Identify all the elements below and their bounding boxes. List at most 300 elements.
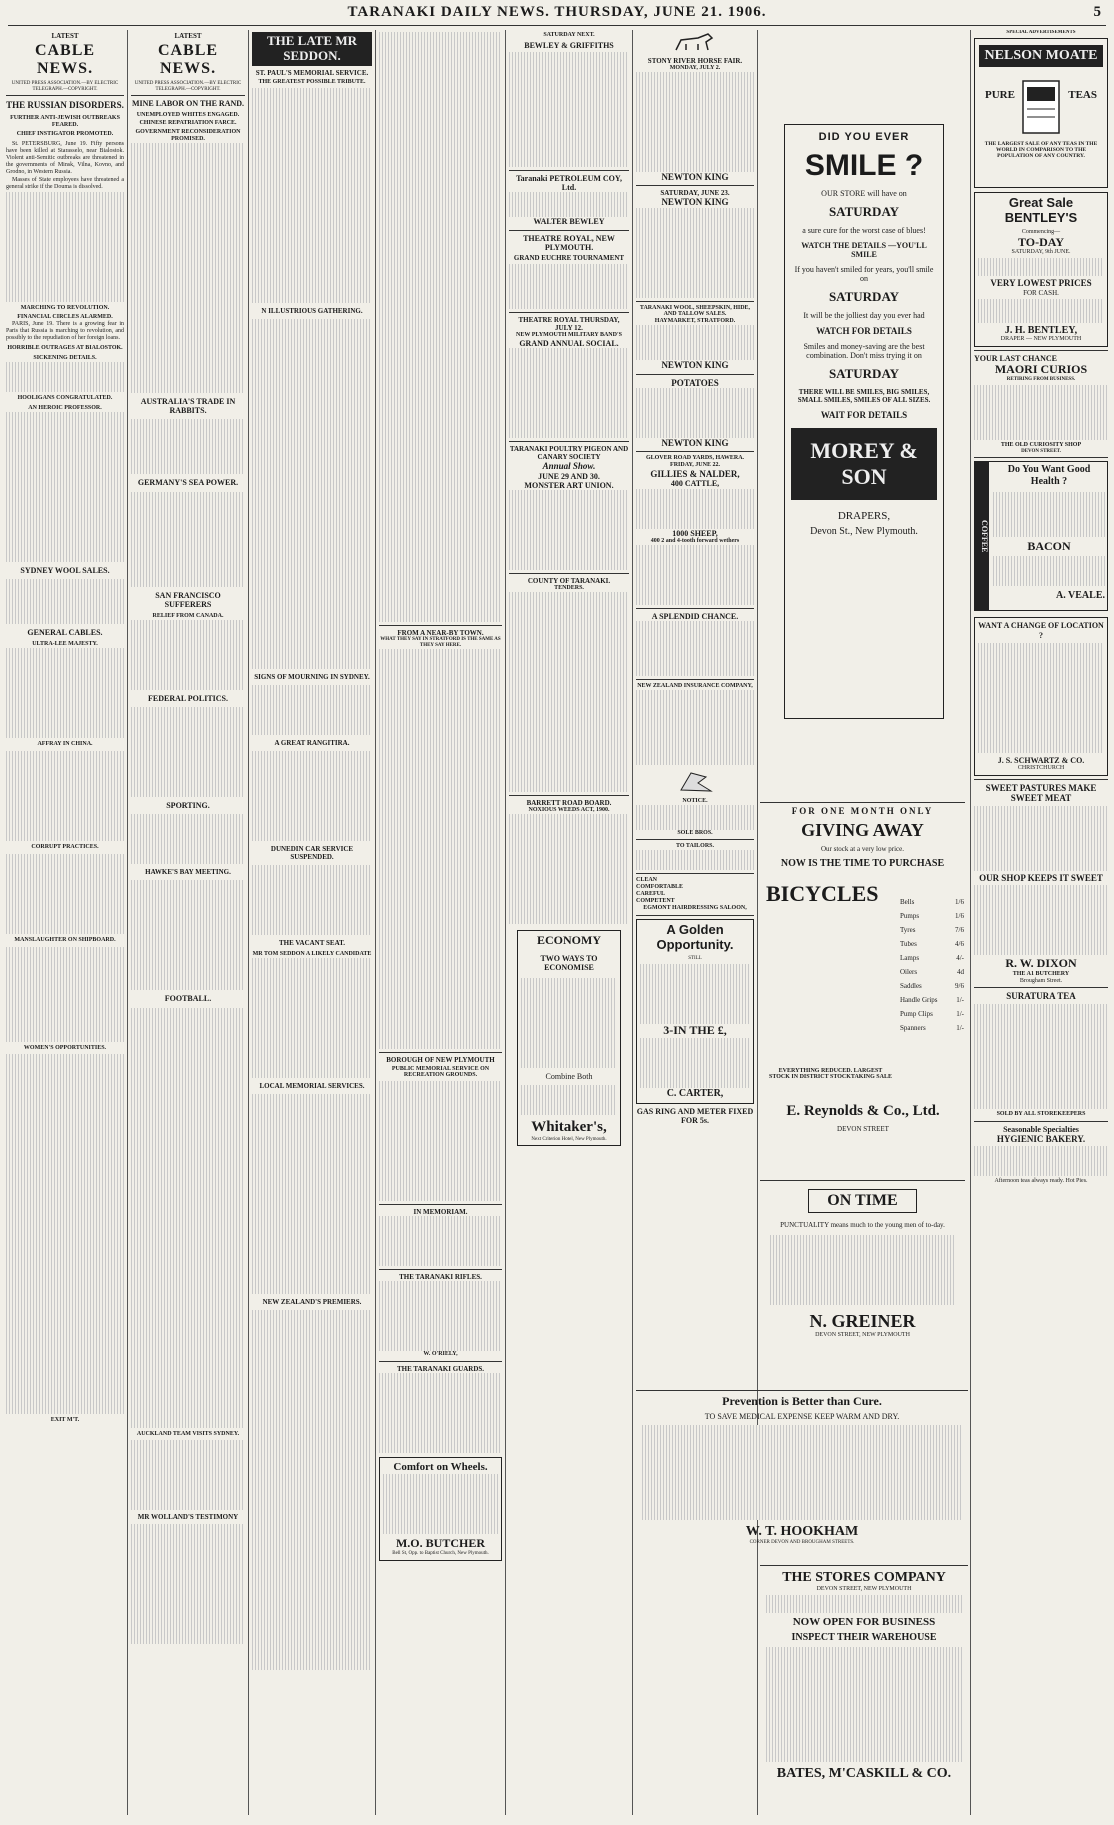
price-row: [900, 1024, 964, 1032]
ad-text: [993, 492, 1105, 537]
article-text: PARIS, June 19. There is a growing fear in Paris that Russia is marching to revolution, and possibly to the repudiation of her foreign loans.: [6, 321, 124, 342]
ad-text: PUNCTUALITY means much to the young men of to-day.: [780, 1221, 945, 1229]
ad-text: [974, 385, 1108, 440]
ad-text: [640, 964, 750, 1024]
ad-text: If you haven't smiled for years, you'll smile on: [794, 265, 934, 283]
item-price: 7/6: [955, 926, 964, 934]
item-price: 1/-: [956, 1010, 964, 1018]
column-rule: [248, 30, 249, 1815]
article-text-block: [131, 492, 245, 587]
headline: SYDNEY WOOL SALES.: [20, 565, 110, 575]
ad-heading: GAS RING AND METER FIXED FOR 5s.: [636, 1106, 754, 1125]
ad-heading: Comfort on Wheels.: [393, 1461, 488, 1474]
subheadline: PUBLIC MEMORIAL SERVICE ON RECREATION GROUNDS.: [391, 1065, 490, 1079]
ad-text: [636, 325, 754, 360]
price-row: [900, 968, 964, 976]
sale-date: SATURDAY, 9th JUNE.: [1011, 249, 1071, 256]
ad-text: [636, 72, 754, 172]
article-text-block: [6, 854, 124, 934]
article-text-block: [252, 958, 372, 1078]
article-text-block: [131, 143, 245, 393]
article-text-block: [379, 32, 502, 622]
ad-heading: Great Sale: [1008, 194, 1074, 210]
sale-location: HAYMARKET, STRATFORD.: [654, 318, 736, 325]
latest-label: LATEST: [51, 32, 79, 40]
article-text-block: [252, 751, 372, 841]
insurance-heading: NEW ZEALAND INSURANCE COMPANY,: [637, 682, 753, 689]
ad-subheading: RETIRING FROM BUSINESS.: [1006, 376, 1076, 382]
subheadline: AUCKLAND TEAM VISITS SYDNEY.: [136, 1430, 240, 1437]
clean-ad: CLEAN COMFORTABLE CAREFUL COMPETENT: [636, 877, 684, 904]
subheadline: MR TOM SEDDON A LIKELY CANDIDATE: [252, 951, 372, 958]
article-text-block: [6, 1054, 124, 1414]
advertiser-name: A. VEALE.: [1056, 590, 1105, 602]
headline: THE RUSSIAN DISORDERS.: [6, 100, 124, 111]
event-name: MONSTER ART UNION.: [524, 480, 614, 490]
masthead: [8, 4, 1106, 26]
subheadline: WOMEN'S OPPORTUNITIES.: [23, 1044, 107, 1051]
ad-text: [636, 545, 754, 605]
latest-label: LATEST: [174, 32, 202, 40]
notice-text: [379, 1281, 502, 1351]
subheadline: FURTHER ANTI-JEWISH OUTBREAKS FEARED.: [10, 114, 120, 128]
advertiser-address: Next Criterion Hotel, New Plymouth.: [531, 1136, 607, 1142]
subheadline: MANSLAUGHTER ON SHIPBOARD.: [14, 936, 116, 943]
section-label: SPECIAL ADVERTISEMENTS: [1006, 30, 1076, 35]
article-text-block: [6, 648, 124, 738]
event-name: Annual Show.: [542, 461, 596, 472]
ad-text: a sure cure for the worst case of blues!: [802, 226, 926, 235]
article-text-block: [6, 362, 124, 392]
subheadline: SICKENING DETAILS.: [33, 354, 97, 361]
ad-heading: OUR SHOP KEEPS IT SWEET: [979, 872, 1103, 883]
auctioneer-name: NEWTON KING: [661, 437, 729, 448]
article-text-block: [252, 865, 372, 935]
auctioneer-name: GILLIES & NALDER,: [650, 469, 740, 480]
sale-location: GLOVER ROAD YARDS, HAWERA.: [645, 455, 745, 462]
article-text: St. PETERSBURG, June 19. Fifty persons have been killed at Starasselo, near Bialostok. Violent anti-Semitic outbreaks are threatened in the governments of Minsk, Vilna, Kovno, and Grodno, in Western Russia.: [6, 141, 124, 175]
item-price: 1/6: [955, 898, 964, 906]
ad-heading: MAORI CURIOS: [994, 362, 1088, 377]
bird-icon: [636, 765, 754, 795]
advertiser-name: J. H. BENTLEY,: [1004, 324, 1078, 336]
price-list: [766, 1647, 962, 1762]
headline: SAN FRANCISCO SUFFERERS: [155, 590, 221, 609]
ad-text: [383, 1474, 498, 1534]
price-row: [900, 926, 964, 934]
ad-text: EVERYTHING REDUCED. LARGEST STOCK IN DISTRICT STOCKTAKING SALE: [769, 1068, 892, 1080]
item-price: 4/-: [956, 954, 964, 962]
price-list: [900, 898, 964, 1038]
subheadline: CORRUPT PRACTICES.: [31, 843, 99, 850]
ad-text: [636, 388, 754, 438]
lot-wethers: 400 2 and 4-tooth forward wethers: [650, 537, 740, 544]
article-text-block: [6, 192, 124, 302]
ad-text: [978, 299, 1104, 323]
ad-text: [974, 806, 1108, 871]
article-text-block: [6, 579, 124, 624]
column-rule: [375, 30, 376, 1815]
ad-heading: DID YOU EVER: [818, 131, 910, 143]
notice-heading: IN MEMORIAM.: [413, 1208, 468, 1217]
ad-text: [974, 1146, 1108, 1176]
item-price: 4d: [957, 968, 964, 976]
ad-heading: WANT A CHANGE OF LOCATION ?: [978, 621, 1104, 640]
ad-subheading: TO SAVE MEDICAL EXPENSE KEEP WARM AND DRY.: [704, 1412, 900, 1421]
advertiser-name: R. W. DIXON: [1005, 955, 1077, 970]
advertiser-name: SOLE BROS.: [677, 829, 713, 836]
advertiser-address: DEVON STREET.: [1021, 448, 1061, 454]
ad-text: [636, 208, 754, 298]
ad-heading: ECONOMY: [537, 932, 601, 947]
sale-heading: POTATOES: [671, 377, 719, 388]
column-1-cable-news: [6, 32, 124, 1817]
ad-heading: SATURDAY NEXT.: [543, 32, 595, 38]
ad-heading: SWEET PASTURES MAKE SWEET MEAT: [985, 782, 1097, 804]
ad-text: [521, 1085, 617, 1115]
advertiser-address: Bell St, Opp. to Baptist Church, New Plymouth.: [392, 1550, 489, 1556]
price-row: [900, 1010, 964, 1018]
ad-subheading: WAIT FOR DETAILS: [820, 410, 908, 420]
ad-text: [509, 348, 629, 438]
ad-text: [509, 490, 629, 570]
notice-text: [379, 1081, 502, 1201]
headline: ST. PAUL'S MEMORIAL SERVICE.: [255, 68, 369, 77]
ad-subheading: STILL: [688, 955, 702, 961]
saloon-name: EGMONT HAIRDRESSING SALOON,: [643, 904, 747, 911]
advertiser-name: BENTLEY'S: [1004, 209, 1078, 225]
advertiser-address: DEVON STREET, NEW PLYMOUTH: [816, 1586, 912, 1592]
headline: GENERAL CABLES.: [27, 627, 103, 637]
advertiser-name: MOREY & SON: [791, 428, 937, 500]
advertiser-trade: DRAPERS,: [837, 510, 891, 522]
notice-heading: THE TARANAKI GUARDS.: [396, 1365, 485, 1374]
brand-name: NELSON MOATE: [979, 45, 1103, 67]
article-text-block: [131, 707, 245, 797]
subheadline: UNEMPLOYED WHITES ENGAGED.: [136, 111, 240, 118]
subheadline: FINANCIAL CIRCLES ALARMED.: [17, 314, 113, 321]
headline: N ILLUSTRIOUS GATHERING.: [261, 306, 363, 315]
column-2-cable-news: [131, 32, 245, 1817]
notice-subheading: TENDERS.: [554, 585, 584, 592]
saturday-heading: SATURDAY: [828, 204, 900, 219]
price-row: [900, 982, 964, 990]
notice-heading: COUNTY OF TARANAKI.: [527, 577, 611, 586]
auctioneer-name: NEWTON KING: [661, 171, 729, 182]
event-name: GRAND EUCHRE TOURNAMENT: [513, 254, 625, 263]
notice-text: [379, 1216, 502, 1266]
teas-label: TEAS: [1068, 88, 1097, 101]
advertiser-name: HYGIENIC BAKERY.: [996, 1133, 1086, 1144]
ad-text: [636, 621, 754, 676]
ad-text: Commencing—: [1021, 228, 1061, 235]
discount-label: 3-IN THE £,: [663, 1023, 727, 1038]
sale-date: TO-DAY: [1017, 234, 1064, 249]
headline: NEW ZEALAND'S PREMIERS.: [262, 1298, 362, 1307]
article-text-block: [6, 947, 124, 1042]
advertiser-name: M.O. BUTCHER: [395, 1536, 485, 1551]
ad-text: [509, 192, 629, 217]
price-row: [900, 954, 964, 962]
auctioneer-name: NEWTON KING: [661, 360, 729, 371]
article-text-block: [131, 620, 245, 690]
article-text-block: [131, 419, 245, 474]
ad-heading: Prevention is Better than Cure.: [722, 1394, 882, 1408]
item-name: Tyres: [900, 926, 916, 934]
ad-subheading: NOW OPEN FOR BUSINESS: [792, 1616, 936, 1628]
headline: MR WOLLAND'S TESTIMONY: [137, 1513, 239, 1522]
sale-heading: TARANAKI WOOL, SHEEPSKIN, HIDE, AND TALLOW SALES.: [639, 304, 751, 318]
notice-heading: BOROUGH OF NEW PLYMOUTH: [386, 1055, 495, 1064]
ad-text: FOR CASH.: [1023, 288, 1059, 297]
item-price: 1/-: [956, 1024, 964, 1032]
column-rule: [970, 30, 971, 1815]
event-name: GRAND ANNUAL SOCIAL.: [519, 339, 619, 349]
ad-text: THE LARGEST SALE OF ANY TEAS IN THE WORLD IN COMPARISON TO THE POPULATION OF ANY COUNTRY.: [984, 140, 1098, 160]
article-end: EXIT M'T.: [50, 1417, 80, 1424]
ad-text: Our stock at a very low price.: [821, 845, 904, 853]
column-rule: [127, 30, 128, 1815]
advertiser-address: DEVON STREET: [837, 1125, 889, 1133]
ad-heading: A SPLENDID CHANCE.: [651, 611, 739, 621]
advertiser-name: BEWLEY & GRIFFITHS: [524, 40, 614, 50]
fair-heading: STONY RIVER HORSE FAIR.: [647, 56, 743, 65]
subheadline: AFFRAY IN CHINA.: [37, 740, 93, 747]
headline: SIGNS OF MOURNING IN SYDNEY.: [254, 672, 370, 681]
article-text-block: [131, 880, 245, 990]
shop-name: THE A1 BUTCHERY: [1012, 970, 1070, 977]
ad-text: [978, 258, 1104, 276]
column-5: [509, 32, 629, 1817]
theatre-heading: THEATRE ROYAL, NEW PLYMOUTH.: [523, 233, 615, 252]
advertiser-name: J. S. SCHWARTZ & CO.: [997, 755, 1085, 765]
cable-subtitle: UNITED PRESS ASSOCIATION.—BY ELECTRIC TELEGRAPH.—COPYRIGHT.: [134, 80, 242, 92]
item-name: Pumps: [900, 912, 920, 920]
ad-heading: ON TIME: [808, 1189, 916, 1213]
item-name: Oilers: [900, 968, 918, 976]
item-name: Saddles: [900, 982, 922, 990]
article-text: Masses of State employees have threatened a general strike if the Douma is dissolved.: [6, 176, 124, 190]
ad-text: It will be the jolliest day you ever had: [803, 311, 925, 320]
ad-heading: THE STORES COMPANY: [782, 1570, 946, 1585]
headline: FOOTBALL.: [164, 994, 212, 1004]
item-name: Lamps: [900, 954, 920, 962]
ad-text: [509, 52, 629, 167]
morey-son-ad: [762, 34, 967, 734]
advertiser-name: W. T. HOOKHAM: [745, 1524, 859, 1539]
ad-text: [974, 885, 1108, 955]
ad-text: [770, 1235, 955, 1305]
bentley-sale-ad: [974, 192, 1108, 347]
subheadline: CHINESE REPATRIATION FARCE.: [139, 120, 237, 127]
coffee-ad: [974, 461, 1108, 611]
item-price: 1/6: [955, 912, 964, 920]
advertiser-address: Brougham Street.: [1019, 977, 1063, 984]
ad-text: [766, 1595, 962, 1613]
auctioneer-name: NEWTON KING: [661, 197, 729, 208]
cable-news-heading: CABLE NEWS.: [157, 42, 219, 78]
tea-packet-icon: [1017, 77, 1065, 137]
ad-subheading: TWO WAYS TO ECONOMISE: [540, 953, 598, 972]
location-ad: [974, 617, 1108, 775]
column-3-seddon: [252, 32, 372, 1817]
ad-text: [636, 805, 754, 830]
column-rule: [632, 30, 633, 1815]
ad-text: [978, 643, 1104, 753]
headline: FROM A NEAR-BY TOWN.: [397, 629, 484, 637]
advertiser-name: C. CARTER,: [666, 1088, 724, 1100]
subheadline: WHAT THEY SAY IN STRATFORD IS THE SAME AS THEY SAY HERE.: [380, 637, 501, 648]
smile-heading: SMILE ?: [804, 149, 924, 182]
shop-name: THE OLD CURIOSITY SHOP: [1000, 441, 1082, 448]
headline: DUNEDIN CAR SERVICE SUSPENDED.: [270, 844, 354, 861]
ad-subheading: INSPECT THEIR WAREHOUSE: [791, 1632, 937, 1643]
headline: SPORTING.: [166, 801, 210, 811]
article-text-block: [131, 814, 245, 864]
band-name: NEW PLYMOUTH MILITARY BAND'S: [516, 332, 622, 339]
subheadline: MARCHING TO REVOLUTION.: [20, 304, 110, 311]
article-text-block: [252, 1310, 372, 1670]
on-time-ad: [760, 1180, 965, 1380]
subheadline: THE GREATEST POSSIBLE TRIBUTE.: [258, 78, 366, 85]
ad-subheading: Combine Both: [545, 1072, 593, 1082]
smile-ad-box: [784, 124, 944, 719]
notice-heading: THE TARANAKI RIFLES.: [399, 1273, 482, 1282]
price-row: [900, 996, 964, 1004]
item-price: 1/-: [956, 996, 964, 1004]
headline: FEDERAL POLITICS.: [147, 693, 229, 703]
giving-away-heading: GIVING AWAY: [801, 820, 924, 840]
society-heading: TARANAKI POULTRY PIGEON AND CANARY SOCIETY: [509, 445, 629, 462]
ad-text: [636, 850, 754, 870]
column-8: [974, 30, 1108, 1815]
prevention-ad: [636, 1390, 968, 1560]
article-text-block: [252, 685, 372, 735]
headline: HAWKE'S BAY MEETING.: [145, 868, 231, 877]
ad-heading: A Golden Opportunity.: [656, 921, 734, 952]
ad-text: [974, 1004, 1108, 1109]
item-price: 9/6: [955, 982, 964, 990]
item-name: Bells: [900, 898, 915, 906]
advertiser-address: Devon St., New Plymouth.: [810, 526, 918, 537]
ad-subheading: NOW IS THE TIME TO PURCHASE: [780, 858, 945, 869]
article-text-block: [131, 1008, 245, 1428]
nelson-moate-ad: [974, 38, 1108, 188]
ad-subheading: VERY LOWEST PRICES: [990, 278, 1092, 289]
ad-heading: FOR ONE MONTH ONLY: [791, 806, 934, 816]
product-name: BACON: [1027, 539, 1071, 554]
advertiser-name: BATES, M'CASKILL & CO.: [776, 1766, 952, 1781]
comfort-ad: [379, 1457, 502, 1560]
headline: MINE LABOR ON THE RAND.: [131, 99, 245, 109]
headline: AUSTRALIA'S TRADE IN RABBITS.: [140, 397, 236, 416]
notice-subheading: NOXIOUS WEEDS ACT, 1900.: [528, 807, 610, 814]
stores-company-ad: [760, 1565, 968, 1817]
ad-text: Afternoon teas always ready. Hot Pies.: [994, 1178, 1088, 1185]
price-row: [900, 898, 964, 906]
sale-date: SATURDAY, JUNE 23.: [660, 189, 730, 198]
ad-text: [642, 1425, 962, 1520]
item-name: Pump Clips: [900, 1010, 933, 1018]
advertiser-name: N. GREINER: [809, 1311, 916, 1331]
ad-text: [993, 556, 1105, 586]
advertiser-name: E. Reynolds & Co., Ltd.: [786, 1103, 940, 1119]
column-rule: [505, 30, 506, 1815]
economy-ad: [517, 930, 621, 1146]
notice-text: [379, 1373, 502, 1453]
company-heading: Taranaki PETROLEUM COY, Ltd.: [516, 174, 622, 193]
ad-text: OUR STORE will have on: [821, 189, 907, 198]
headline: GERMANY'S SEA POWER.: [137, 478, 239, 488]
article-text-block: [252, 1094, 372, 1294]
bicycles-heading: BICYCLES: [766, 881, 879, 906]
saturday-heading: SATURDAY: [828, 289, 900, 304]
ad-heading: Seasonable Specialties: [1003, 1124, 1079, 1134]
ad-text: THERE WILL BE SMILES, BIG SMILES, SMALL SMILES, SMILES OF ALL SIZES.: [797, 388, 931, 404]
coffee-label: COFFEE: [975, 462, 989, 610]
advertiser-address: CORNER DEVON AND BROUGHAM STREETS.: [749, 1540, 855, 1545]
item-name: Tubes: [900, 940, 917, 948]
price-row: [900, 940, 964, 948]
advertiser-address: DEVON STREET, NEW PLYMOUTH: [815, 1332, 910, 1338]
article-text-block: [252, 319, 372, 669]
lot-cattle: 400 CATTLE,: [670, 479, 720, 489]
subheadline: GOVERNMENT RECONSIDERATION PROMISED.: [135, 129, 241, 143]
item-name: Handle Grips: [900, 996, 938, 1004]
subheadline: AN HEROIC PROFESSOR.: [28, 404, 102, 411]
ad-heading: Do You Want Good Health ?: [1007, 464, 1091, 487]
article-text-block: [379, 649, 502, 1049]
golden-opportunity-ad: [636, 919, 754, 1104]
headline: A GREAT RANGITIRA.: [274, 738, 350, 747]
officer-name: W. O'RIELY,: [423, 1351, 458, 1358]
ad-subheading: WATCH THE DETAILS —YOU'LL SMILE: [801, 241, 927, 259]
lot-sheep: 1000 SHEEP,: [672, 528, 718, 538]
subheadline: ULTRA-LEE MAJESTY.: [32, 640, 98, 647]
article-text-block: [6, 751, 124, 841]
price-row: [900, 912, 964, 920]
ad-text: [640, 1038, 750, 1088]
ad-subheading: SOLD BY ALL STOREKEEPERS: [996, 1110, 1086, 1117]
ad-text: Smiles and money-saving are the best combination. Don't miss trying it on: [803, 342, 925, 360]
seddon-banner: THE LATE MR SEDDON.: [252, 32, 372, 66]
cable-subtitle: UNITED PRESS ASSOCIATION.—BY ELECTRIC TELEGRAPH.—COPYRIGHT.: [11, 80, 119, 92]
ad-text: [521, 978, 617, 1068]
ad-heading: SURATURA TEA: [1006, 991, 1076, 1002]
headline: LOCAL MEMORIAL SERVICES.: [259, 1081, 365, 1090]
ad-text: [509, 264, 629, 309]
notice-heading: NOTICE.: [682, 797, 708, 804]
masthead-title: TARANAKI DAILY NEWS. THURSDAY, JUNE 21. 1906.: [347, 4, 767, 20]
subheadline: CHIEF INSTIGATOR PROMOTED.: [16, 131, 114, 138]
ad-text: [636, 489, 754, 529]
article-text-block: [252, 88, 372, 303]
subheadline: HORRIBLE OUTRAGES AT BIALOSTOK.: [7, 345, 123, 352]
page-number: 5: [1093, 4, 1102, 20]
cable-news-heading: CABLE NEWS.: [34, 42, 96, 78]
item-price: 4/6: [955, 940, 964, 948]
bicycles-ad: [760, 802, 965, 1172]
theatre-heading: THEATRE ROYAL THURSDAY, JULY 12.: [518, 316, 620, 333]
ad-text: [636, 690, 754, 765]
saturday-heading: SATURDAY: [828, 366, 900, 381]
article-text-block: [6, 412, 124, 562]
horse-icon: [636, 32, 754, 54]
article-text-block: [131, 1440, 245, 1510]
headline: THE VACANT SEAT.: [278, 939, 346, 948]
fair-date: MONDAY, JULY 2.: [669, 64, 721, 71]
advertiser-address: CHRISTCHURCH: [1017, 764, 1065, 771]
